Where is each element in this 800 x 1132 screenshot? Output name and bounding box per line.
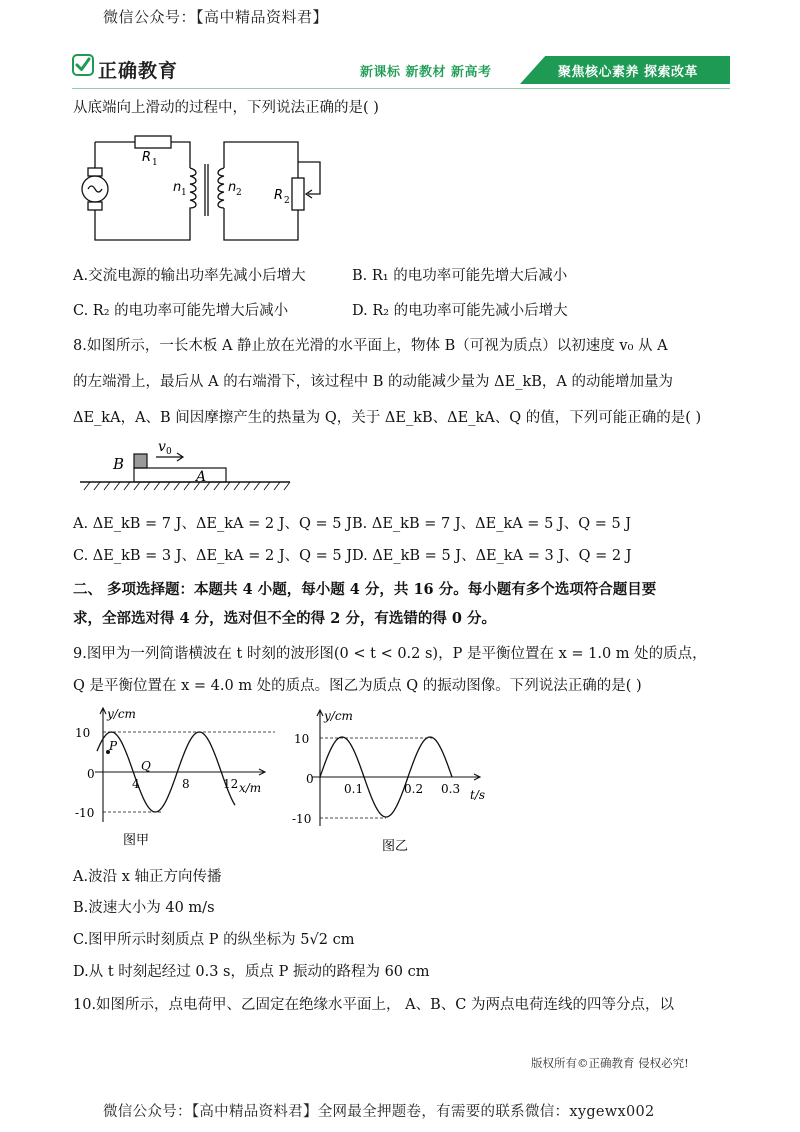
q8-option-b: B. ΔE_kB = 7 J、ΔE_kA = 5 J、Q = 5 J bbox=[352, 516, 632, 532]
section-2-heading-line-2: 求，全部选对得 4 分，选对但不全的得 2 分，有选错的得 0 分。 bbox=[73, 610, 497, 627]
q8-fig-label-v0-sub: 0 bbox=[166, 447, 172, 457]
q7-option-a: A.交流电源的输出功率先减小后增大 bbox=[73, 268, 306, 284]
q8-option-d: D. ΔE_kB = 5 J、ΔE_kA = 3 J、Q = 2 J bbox=[352, 548, 632, 564]
q9-option-d: D.从 t 时刻起经过 0.3 s，质点 P 振动的路程为 60 cm bbox=[73, 964, 430, 980]
q7-transformer-circuit bbox=[80, 130, 340, 250]
q7-r1-sub: 1 bbox=[152, 158, 158, 168]
top-wechat-banner: 微信公众号：【高中精品资料君】 bbox=[103, 8, 329, 26]
q7-n1-label: n bbox=[173, 180, 182, 195]
q8-line-3: ΔE_kA，A、B 间因摩擦产生的热量为 Q，关于 ΔE_kB、ΔE_kA、Q 的值，下列可能正确的是( ) bbox=[73, 410, 702, 426]
q8-fig-label-b: B bbox=[113, 455, 125, 473]
q7-n2-label: n bbox=[228, 180, 237, 195]
q7-option-d: D. R₂ 的电功率可能先减小后增大 bbox=[352, 303, 568, 319]
fig-a-ymin: -10 bbox=[75, 806, 95, 820]
copyright-notice: 版权所有©正确教育 侵权必究! bbox=[531, 1056, 689, 1070]
fig-a-caption: 图甲 bbox=[123, 833, 150, 848]
q9-figure-b-vibration bbox=[290, 706, 510, 858]
fig-b-origin: 0 bbox=[306, 772, 314, 786]
q8-line-1: 8.如图所示，一长木板 A 静止放在光滑的水平面上，物体 B（可视为质点）以初速度 v₀ 从 A bbox=[73, 338, 668, 354]
fig-a-ymax: 10 bbox=[75, 726, 91, 740]
q7-option-b: B. R₁ 的电功率可能先增大后减小 bbox=[352, 268, 568, 284]
q7-r2-sub: 2 bbox=[284, 196, 290, 206]
q7-r2-label: R bbox=[274, 188, 284, 203]
q7-n2-sub: 2 bbox=[236, 188, 242, 198]
fig-b-caption: 图乙 bbox=[382, 839, 409, 854]
fig-a-ylabel: y/cm bbox=[107, 707, 136, 721]
fig-b-tick-0.2: 0.2 bbox=[404, 782, 424, 796]
fig-b-ylabel: y/cm bbox=[324, 709, 353, 723]
slogan-right: 聚焦核心素养 探索改革 bbox=[558, 65, 699, 80]
q8-option-c: C. ΔE_kB = 3 J、ΔE_kA = 2 J、Q = 5 J bbox=[73, 548, 353, 564]
fig-b-tick-0.3: 0.3 bbox=[441, 782, 461, 796]
q7-n1-sub: 1 bbox=[181, 188, 187, 198]
fig-a-label-p: P bbox=[109, 739, 118, 753]
fig-a-tick-12: 12 bbox=[223, 777, 239, 791]
fig-a-tick-4: 4 bbox=[132, 777, 140, 791]
q8-board-figure bbox=[78, 440, 293, 498]
fig-a-tick-8: 8 bbox=[182, 777, 190, 791]
fig-b-xlabel: t/s bbox=[470, 788, 486, 802]
q9-option-c: C.图甲所示时刻质点 P 的纵坐标为 5√2 cm bbox=[73, 932, 355, 948]
fig-a-origin: 0 bbox=[87, 767, 95, 781]
fig-a-label-q: Q bbox=[141, 759, 151, 773]
q7-stem-tail: 从底端向上滑动的过程中，下列说法正确的是( ) bbox=[73, 100, 379, 116]
slogan-left: 新课标 新教材 新高考 bbox=[360, 65, 492, 80]
fig-a-xlabel: x/m bbox=[239, 781, 262, 795]
q9-line-1: 9.图甲为一列简谐横波在 t 时刻的波形图(0 < t < 0.2 s)，P 是平衡位置在 x = 1.0 m 处的质点， bbox=[73, 646, 707, 662]
q8-fig-label-v0: v bbox=[158, 440, 166, 455]
brand-name: 正确教育 bbox=[98, 60, 179, 82]
fig-b-ymin: -10 bbox=[292, 812, 312, 826]
q8-fig-label-a: A bbox=[196, 469, 207, 485]
section-2-heading-line-1: 二、 多项选择题：本题共 4 小题，每小题 4 分，共 16 分。每小题有多个选项符合题目要 bbox=[73, 581, 657, 598]
fig-b-tick-0.1: 0.1 bbox=[344, 782, 364, 796]
check-logo-icon bbox=[72, 54, 94, 80]
q9-option-b: B.波速大小为 40 m/s bbox=[73, 900, 215, 916]
q8-option-a: A. ΔE_kB = 7 J、ΔE_kA = 2 J、Q = 5 J bbox=[73, 516, 352, 532]
fig-b-ymax: 10 bbox=[294, 732, 310, 746]
bottom-wechat-banner: 微信公众号：【高中精品资料君】全网最全押题卷，有需要的联系微信：xygewx002 bbox=[103, 1104, 655, 1120]
q8-line-2: 的左端滑上，最后从 A 的右端滑下，该过程中 B 的动能减少量为 ΔE_kB，A 的动能增加量为 bbox=[73, 374, 673, 390]
q9-line-2: Q 是平衡位置在 x = 4.0 m 处的质点。图乙为质点 Q 的振动图像。下列说法正确的是( ) bbox=[73, 678, 642, 694]
q9-option-a: A.波沿 x 轴正方向传播 bbox=[73, 869, 222, 885]
q7-r1-label: R bbox=[142, 150, 152, 165]
q7-option-c: C. R₂ 的电功率可能先增大后减小 bbox=[73, 303, 289, 319]
header-divider bbox=[72, 88, 730, 89]
q10-line-1: 10.如图所示，点电荷甲、乙固定在绝缘水平面上， A、B、C 为两点电荷连线的四等分点，以 bbox=[73, 997, 674, 1013]
q9-figure-a-waveform bbox=[75, 704, 275, 854]
